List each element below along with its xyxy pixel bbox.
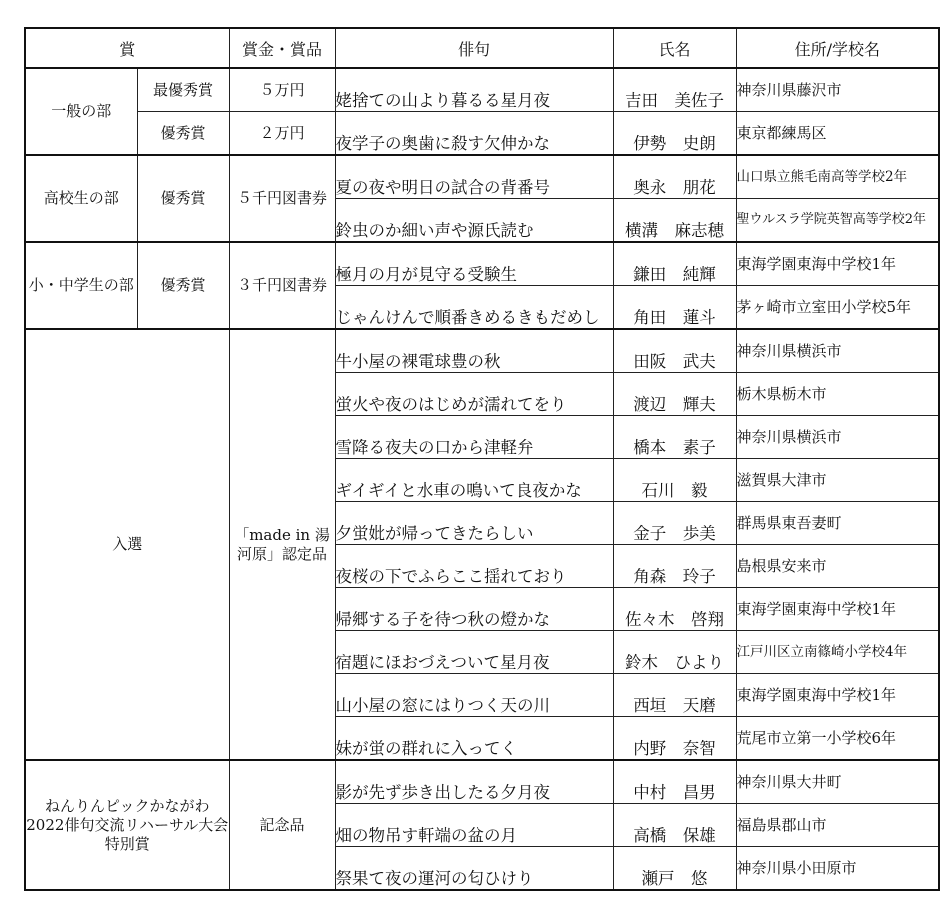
name-cell: 横溝 麻志穂 — [613, 199, 736, 243]
address-cell: 東京都練馬区 — [736, 112, 939, 156]
name-cell: 吉田 美佐子 — [613, 68, 736, 112]
header-award: 賞 — [25, 28, 229, 68]
name-cell: 内野 奈智 — [613, 717, 736, 761]
name-cell: 鈴木 ひより — [613, 631, 736, 674]
prize-cell: ２万円 — [229, 112, 335, 156]
name-cell: 中村 昌男 — [613, 760, 736, 804]
haiku-cell: 山小屋の窓にはりつく天の川 — [335, 674, 613, 717]
name-cell: 金子 歩美 — [613, 502, 736, 545]
header-prize: 賞金・賞品 — [229, 28, 335, 68]
award-cell: 優秀賞 — [137, 155, 229, 242]
haiku-cell: 鈴虫のか細い声や源氏読む — [335, 199, 613, 243]
name-cell: 角森 玲子 — [613, 545, 736, 588]
address-cell: 神奈川県横浜市 — [736, 329, 939, 373]
table-row — [25, 242, 939, 286]
haiku-cell: 夏の夜や明日の試合の背番号 — [335, 155, 613, 199]
name-cell: 伊勢 史朗 — [613, 112, 736, 156]
haiku-cell: 妹が蛍の群れに入ってく — [335, 717, 613, 761]
address-cell: 神奈川県大井町 — [736, 760, 939, 804]
haiku-cell: 宿題にほおづえついて星月夜 — [335, 631, 613, 674]
awards-table — [24, 27, 940, 891]
name-cell: 橋本 素子 — [613, 416, 736, 459]
address-cell: 神奈川県小田原市 — [736, 847, 939, 891]
prize-cell: 「made in 湯河原」認定品 — [229, 329, 335, 760]
address-cell: 栃木県栃木市 — [736, 373, 939, 416]
name-cell: 角田 蓮斗 — [613, 286, 736, 330]
prize-cell: ５千円図書券 — [229, 155, 335, 242]
haiku-cell: 影が先ず歩き出したる夕月夜 — [335, 760, 613, 804]
name-cell: 田阪 武夫 — [613, 329, 736, 373]
address-cell: 聖ウルスラ学院英智高等学校2年 — [736, 199, 939, 243]
category-high: 高校生の部 — [25, 155, 137, 242]
address-cell: 東海学園東海中学校1年 — [736, 674, 939, 717]
address-cell: 東海学園東海中学校1年 — [736, 588, 939, 631]
name-cell: 渡辺 輝夫 — [613, 373, 736, 416]
haiku-cell: 祭果て夜の運河の匂ひけり — [335, 847, 613, 891]
haiku-cell: 牛小屋の裸電球豊の秋 — [335, 329, 613, 373]
address-cell: 神奈川県藤沢市 — [736, 68, 939, 112]
name-cell: 高橋 保雄 — [613, 804, 736, 847]
haiku-cell: 帰郷する子を待つ秋の燈かな — [335, 588, 613, 631]
header-haiku: 俳句 — [335, 28, 613, 68]
name-cell: 石川 毅 — [613, 459, 736, 502]
haiku-cell: 畑の物吊す軒端の盆の月 — [335, 804, 613, 847]
table-row — [25, 68, 939, 112]
name-cell: 瀬戸 悠 — [613, 847, 736, 891]
address-cell: 茅ヶ崎市立室田小学校5年 — [736, 286, 939, 330]
award-cell: 優秀賞 — [137, 112, 229, 156]
award-cell: 最優秀賞 — [137, 68, 229, 112]
haiku-cell: 雪降る夜夫の口から津軽弁 — [335, 416, 613, 459]
haiku-cell: 極月の月が見守る受験生 — [335, 242, 613, 286]
table-row — [25, 112, 939, 156]
address-cell: 滋賀県大津市 — [736, 459, 939, 502]
address-cell: 東海学園東海中学校1年 — [736, 242, 939, 286]
category-selected: 入選 — [25, 329, 229, 760]
address-cell: 神奈川県横浜市 — [736, 416, 939, 459]
address-cell: 山口県立熊毛南高等学校2年 — [736, 155, 939, 199]
haiku-cell: 夜学子の奥歯に殺す欠伸かな — [335, 112, 613, 156]
haiku-cell: 夜桜の下でふらここ揺れており — [335, 545, 613, 588]
prize-cell: ３千円図書券 — [229, 242, 335, 329]
haiku-cell: 蛍火や夜のはじめが濡れてをり — [335, 373, 613, 416]
address-cell: 群馬県東吾妻町 — [736, 502, 939, 545]
haiku-cell: ギイギイと水車の鳴いて良夜かな — [335, 459, 613, 502]
address-cell: 島根県安来市 — [736, 545, 939, 588]
prize-cell: 記念品 — [229, 760, 335, 890]
name-cell: 奥永 朋花 — [613, 155, 736, 199]
table-row — [25, 155, 939, 199]
category-special: ねんりんピックかながわ2022俳句交流リハーサル大会特別賞 — [25, 760, 229, 890]
name-cell: 西垣 天磨 — [613, 674, 736, 717]
address-cell: 江戸川区立南篠崎小学校4年 — [736, 631, 939, 674]
haiku-cell: 姥捨ての山より暮るる星月夜 — [335, 68, 613, 112]
name-cell: 佐々木 啓翔 — [613, 588, 736, 631]
haiku-cell: じゃんけんで順番きめるきもだめし — [335, 286, 613, 330]
header-name: 氏名 — [613, 28, 736, 68]
award-cell: 優秀賞 — [137, 242, 229, 329]
header-address: 住所/学校名 — [736, 28, 939, 68]
prize-cell: ５万円 — [229, 68, 335, 112]
category-general: 一般の部 — [25, 68, 137, 155]
category-junior: 小・中学生の部 — [25, 242, 137, 329]
header-row — [25, 28, 939, 68]
haiku-cell: 夕蛍妣が帰ってきたらしい — [335, 502, 613, 545]
table-row — [25, 760, 939, 804]
name-cell: 鎌田 純輝 — [613, 242, 736, 286]
table-row — [25, 329, 939, 373]
address-cell: 福島県郡山市 — [736, 804, 939, 847]
address-cell: 荒尾市立第一小学校6年 — [736, 717, 939, 761]
